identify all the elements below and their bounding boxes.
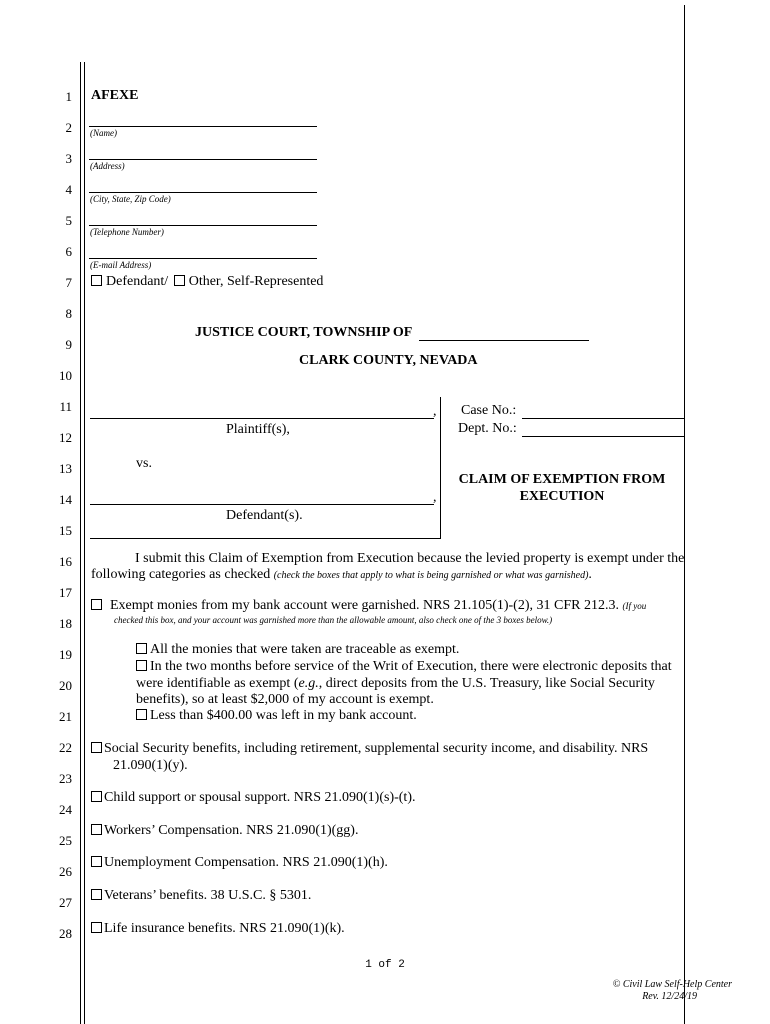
veterans-checkbox[interactable] — [91, 889, 102, 900]
defendant-checkbox[interactable] — [91, 275, 102, 286]
line-number: 4 — [65, 182, 72, 197]
line-number: 12 — [59, 430, 72, 445]
social-security-label: Social Security benefits, including retirement, supplemental security income, and disability. NRS — [104, 741, 649, 756]
left-margin-rule-1 — [80, 62, 81, 1024]
line-number: 15 — [59, 523, 72, 538]
court-heading-line2: CLARK COUNTY, NEVADA — [299, 353, 478, 368]
defendant-label: Defendant(s). — [226, 508, 303, 523]
line-number: 1 — [65, 89, 72, 104]
social-security-label-line2: 21.090(1)(y). — [113, 758, 188, 773]
line-number: 13 — [59, 461, 72, 476]
traceable-exempt-label: All the monies that were taken are traceable as exempt. — [150, 642, 460, 657]
court-heading-line1: JUSTICE COURT, TOWNSHIP OF — [195, 325, 413, 340]
line-number: 20 — [59, 678, 72, 693]
workers-comp-checkbox[interactable] — [91, 824, 102, 835]
right-margin-rule — [684, 5, 685, 1024]
other-self-represented-label: Other, Self-Represented — [188, 274, 324, 289]
bank-sub3-row — [136, 708, 417, 724]
plaintiff-label: Plaintiff(s), — [226, 422, 290, 437]
document-title-line1: CLAIM OF EXEMPTION FROM — [458, 472, 666, 487]
life-insurance-label: Life insurance benefits. NRS 21.090(1)(k). — [104, 921, 345, 936]
line-number: 23 — [59, 771, 72, 786]
electronic-deposits-label: In the two months before service of the Writ of Execution, there were electronic deposits that — [150, 659, 672, 674]
caption-divider — [440, 397, 441, 539]
line-number: 22 — [59, 740, 72, 755]
line-number: 3 — [65, 151, 72, 166]
bank-note-part2: checked this box, and your account was garnished more than the allowable amount, also check one of the 3 boxes below.) — [114, 615, 553, 625]
line-number: 19 — [59, 647, 72, 662]
plaintiff-field[interactable] — [90, 418, 434, 419]
case-no-label: Case No.: — [461, 403, 517, 418]
telephone-field[interactable] — [89, 225, 317, 226]
less-than-400-label: Less than $400.00 was left in my bank account. — [150, 708, 417, 723]
bank-sub2-row — [136, 659, 672, 675]
child-support-checkbox[interactable] — [91, 791, 102, 802]
sub2-line2-b: , direct deposits from the U.S. Treasury, like Social Security — [318, 676, 655, 691]
line-number: 24 — [59, 802, 72, 817]
defendant-comma: , — [433, 490, 437, 505]
address-label: (Address) — [90, 161, 125, 171]
dept-no-label: Dept. No.: — [458, 421, 517, 436]
bank-exemption-label: Exempt monies from my bank account were garnished. NRS 21.105(1)-(2), 31 CFR 212.3. — [110, 598, 619, 613]
bank-note-part1: (If you — [622, 601, 647, 611]
line-number: 14 — [59, 492, 72, 507]
left-margin-rule-2 — [84, 62, 85, 1024]
line-number: 18 — [59, 616, 72, 631]
line-number: 28 — [59, 926, 72, 941]
intro-note: (check the boxes that apply to what is being garnished or what was garnished) — [273, 570, 589, 581]
traceable-exempt-checkbox[interactable] — [136, 643, 147, 654]
less-than-400-checkbox[interactable] — [136, 709, 147, 720]
line-number: 8 — [65, 306, 72, 321]
page-number: 1 of 2 — [365, 959, 405, 971]
party-name-value[interactable]: AFEXE — [91, 88, 139, 103]
bank-exemption-checkbox[interactable] — [91, 599, 102, 610]
city-state-zip-field[interactable] — [89, 192, 317, 193]
line-number: 9 — [65, 337, 72, 352]
workers-comp-row — [91, 823, 358, 839]
line-number: 27 — [59, 895, 72, 910]
bank-sub1-row — [136, 642, 459, 658]
electronic-deposits-checkbox[interactable] — [136, 660, 147, 671]
bank-sub2-line3: benefits), so at least $2,000 of my account is exempt. — [136, 692, 434, 707]
child-support-label: Child support or spousal support. NRS 21.090(1)(s)-(t). — [104, 790, 416, 805]
defendant-label: Defendant/ — [106, 274, 169, 289]
line-number: 21 — [59, 709, 72, 724]
line-number: 11 — [59, 399, 72, 414]
line-number: 5 — [65, 213, 72, 228]
defendant-field[interactable] — [90, 504, 434, 505]
email-label: (E-mail Address) — [90, 260, 152, 270]
child-support-row — [91, 790, 416, 806]
line-number: 7 — [65, 275, 72, 290]
unemployment-label: Unemployment Compensation. NRS 21.090(1)(h). — [104, 855, 388, 870]
line-number: 17 — [59, 585, 72, 600]
veterans-row — [91, 888, 311, 904]
dept-no-field[interactable] — [522, 436, 684, 437]
bank-exemption-row — [91, 598, 646, 614]
document-title-line2: EXECUTION — [519, 489, 605, 504]
bank-sub2-line2 — [136, 676, 655, 692]
intro-line1: I submit this Claim of Exemption from Execution because the levied property is exempt under the — [135, 551, 685, 566]
intro-line2 — [91, 567, 592, 583]
address-field[interactable] — [89, 159, 317, 160]
veterans-label: Veterans’ benefits. 38 U.S.C. § 5301. — [104, 888, 312, 903]
life-insurance-row — [91, 921, 345, 937]
caption-bottom-rule — [90, 538, 440, 539]
copyright-notice: © Civil Law Self-Help Center — [612, 979, 732, 990]
intro-line2-text: following categories as checked — [91, 567, 271, 582]
name-underline — [89, 126, 317, 127]
line-number: 26 — [59, 864, 72, 879]
line-number: 25 — [59, 833, 72, 848]
role-row — [91, 274, 323, 290]
sub2-line2-a: were identifiable as exempt ( — [136, 676, 299, 691]
line-number: 6 — [65, 244, 72, 259]
life-insurance-checkbox[interactable] — [91, 922, 102, 933]
unemployment-row — [91, 855, 388, 871]
revision-date: Rev. 12/24/19 — [642, 991, 697, 1002]
email-field[interactable] — [89, 258, 317, 259]
plaintiff-comma: , — [433, 404, 437, 419]
city-state-zip-label: (City, State, Zip Code) — [90, 194, 171, 204]
workers-comp-label: Workers’ Compensation. NRS 21.090(1)(gg). — [104, 823, 359, 838]
other-checkbox[interactable] — [174, 275, 185, 286]
name-label: (Name) — [90, 128, 117, 138]
sub2-line2-eg: e.g. — [298, 676, 319, 691]
case-no-field[interactable] — [522, 418, 684, 419]
township-field[interactable] — [419, 340, 589, 341]
line-number: 10 — [59, 368, 72, 383]
social-security-checkbox[interactable] — [91, 742, 102, 753]
line-number: 16 — [59, 554, 72, 569]
vs-label: vs. — [136, 456, 152, 471]
intro-period: . — [588, 567, 592, 582]
telephone-label: (Telephone Number) — [90, 227, 164, 237]
social-security-row — [91, 741, 648, 757]
unemployment-checkbox[interactable] — [91, 856, 102, 867]
line-number: 2 — [65, 120, 72, 135]
